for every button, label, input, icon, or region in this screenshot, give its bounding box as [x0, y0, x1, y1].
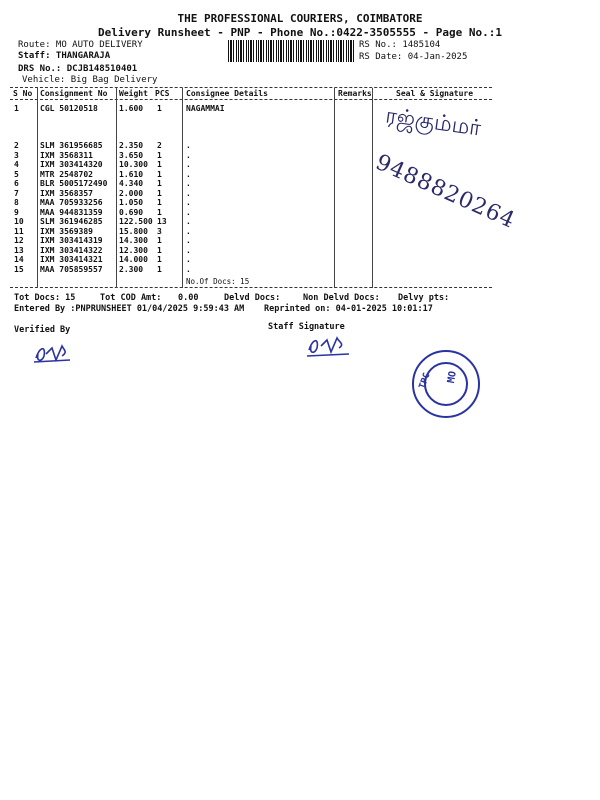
row-pcs: 1	[157, 255, 162, 264]
row-weight: 12.300	[119, 245, 148, 255]
row-consignee: .	[186, 264, 191, 274]
row-pcs: 1	[157, 236, 162, 245]
row-sno: 13	[14, 245, 24, 255]
col-divider	[372, 88, 373, 288]
row-weight: 1.600	[119, 104, 144, 113]
row-consignment: BLR 5005172490	[40, 179, 108, 188]
staff-signature-label: Staff Signature	[268, 322, 345, 332]
drs-number: DRS No.: DCJB148510401	[18, 64, 138, 74]
header-remarks: Remarks	[338, 89, 372, 98]
col-divider	[182, 88, 183, 288]
delvd-docs: Delvd Docs:	[224, 293, 281, 303]
row-sno: 1	[14, 104, 19, 113]
row-sno: 11	[14, 226, 24, 236]
row-weight: 2.350	[119, 141, 144, 150]
row-consignee: .	[186, 160, 191, 169]
tot-cod-value: 0.00	[178, 293, 199, 303]
row-consignee: .	[186, 236, 191, 245]
row-weight: 1.050	[119, 198, 144, 207]
tot-docs: Tot Docs: 15	[14, 293, 76, 303]
row-weight: 10.300	[119, 160, 148, 169]
barcode-icon	[228, 40, 354, 62]
row-sno: 5	[14, 169, 19, 179]
row-pcs: 2	[157, 141, 162, 150]
row-consignment: IXM 303414322	[40, 245, 103, 255]
staff-label: Staff: THANGARAJA	[18, 51, 111, 61]
table-top-rule	[10, 87, 492, 88]
stamp-inner-text: MO	[445, 370, 459, 385]
col-divider	[116, 88, 117, 288]
table-header-row	[0, 89, 600, 99]
rs-date: RS Date: 04-Jan-2025	[359, 52, 468, 62]
route-label: Route: MO AUTO DELIVERY	[18, 40, 143, 50]
row-weight: 3.650	[119, 150, 144, 160]
row-consignee: NAGAMMAI	[186, 104, 225, 113]
vehicle-label: Vehicle: Big Bag Delivery	[22, 75, 158, 85]
row-weight: 14.000	[119, 255, 148, 264]
row-pcs: 1	[157, 198, 162, 207]
row-consignee: .	[186, 255, 191, 264]
staff-signature	[305, 332, 351, 360]
handwritten-name: ரஜ்கும்மர்	[383, 103, 483, 142]
row-weight: 1.610	[119, 169, 144, 179]
row-consignee: .	[186, 245, 191, 255]
reprinted-on: Reprinted on: 04-01-2025 10:01:17	[264, 304, 433, 314]
row-pcs: 1	[157, 104, 162, 113]
row-sno: 7	[14, 188, 19, 198]
row-weight: 15.800	[119, 226, 148, 236]
row-consignee: .	[186, 207, 191, 217]
col-divider	[37, 88, 38, 288]
row-consignment: SLM 361946285	[40, 217, 103, 226]
row-consignee: .	[186, 141, 191, 150]
row-sno: 2	[14, 141, 19, 150]
row-pcs: 1	[157, 264, 162, 274]
header-consignee: Consignee Details	[186, 89, 268, 98]
header-weight: Weight	[119, 89, 148, 98]
row-consignment: MAA 705859557	[40, 264, 103, 274]
row-weight: 2.000	[119, 188, 144, 198]
row-consignment: SLM 361956685	[40, 141, 103, 150]
row-weight: 0.690	[119, 207, 144, 217]
row-consignee: .	[186, 226, 191, 236]
row-pcs: 13	[157, 217, 167, 226]
row-weight: 2.300	[119, 264, 144, 274]
verified-signature	[32, 340, 72, 366]
row-pcs: 1	[157, 207, 162, 217]
delvy-pts: Delvy pts:	[398, 293, 450, 303]
header-sno: S No	[13, 89, 33, 98]
rs-number: RS No.: 1485104	[359, 40, 441, 50]
row-weight: 122.500	[119, 217, 153, 226]
company-title: THE PROFESSIONAL COURIERS, COIMBATORE	[177, 12, 423, 25]
row-consignment: IXM 303414320	[40, 160, 103, 169]
entered-by: Entered By :PNPRUNSHEET 01/04/2025 9:59:43 AM	[14, 304, 245, 314]
runsheet-subtitle: Delivery Runsheet - PNP - Phone No.:0422-3505555 - Page No.:1	[98, 26, 502, 39]
row-pcs: 1	[157, 160, 162, 169]
handwritten-phone: 9488820264	[371, 150, 520, 234]
row-consignee: .	[186, 217, 191, 226]
row-sno: 4	[14, 160, 19, 169]
tot-cod-label: Tot COD Amt:	[100, 293, 162, 303]
row-consignment: IXM 3569389	[40, 226, 93, 236]
stamp-inner-ring	[424, 362, 468, 406]
header-seal: Seal & Signature	[396, 89, 474, 98]
header-pcs: PCS	[155, 89, 170, 98]
no-of-docs: No.Of Docs: 15	[186, 277, 250, 286]
row-sno: 12	[14, 236, 24, 245]
office-stamp	[412, 350, 480, 418]
row-sno: 15	[14, 264, 24, 274]
row-weight: 14.300	[119, 236, 148, 245]
row-pcs: 1	[157, 245, 162, 255]
row-sno: 10	[14, 217, 24, 226]
row-consignment: IXM 3568311	[40, 150, 93, 160]
row-pcs: 1	[157, 169, 162, 179]
row-consignee: .	[186, 150, 191, 160]
row-consignment: IXM 303414319	[40, 236, 103, 245]
row-sno: 14	[14, 255, 24, 264]
row-consignment: IXM 303414321	[40, 255, 103, 264]
verified-by-label: Verified By	[14, 325, 71, 335]
row-sno: 8	[14, 198, 19, 207]
row-consignment: MAA 705933256	[40, 198, 103, 207]
row-sno: 3	[14, 150, 19, 160]
table-bottom-rule	[10, 287, 492, 288]
row-consignment: IXM 3568357	[40, 188, 93, 198]
row-consignee: .	[186, 198, 191, 207]
row-weight: 4.340	[119, 179, 144, 188]
row-sno: 6	[14, 179, 19, 188]
row-pcs: 1	[157, 179, 162, 188]
row-consignee: .	[186, 179, 191, 188]
row-consignee: .	[186, 169, 191, 179]
table-header-rule	[10, 99, 492, 100]
col-divider	[334, 88, 335, 288]
row-pcs: 3	[157, 226, 162, 236]
header-consignment: Consignment No	[40, 89, 108, 98]
row-pcs: 1	[157, 188, 162, 198]
row-consignment: CGL 50120518	[40, 104, 98, 113]
row-consignee: .	[186, 188, 191, 198]
row-consignment: MAA 944831359	[40, 207, 103, 217]
row-sno: 9	[14, 207, 19, 217]
row-pcs: 1	[157, 150, 162, 160]
row-consignment: MTR 2548702	[40, 169, 93, 179]
non-delvd-docs: Non Delvd Docs:	[303, 293, 380, 303]
stamp-outer-text: TPC	[417, 371, 433, 391]
